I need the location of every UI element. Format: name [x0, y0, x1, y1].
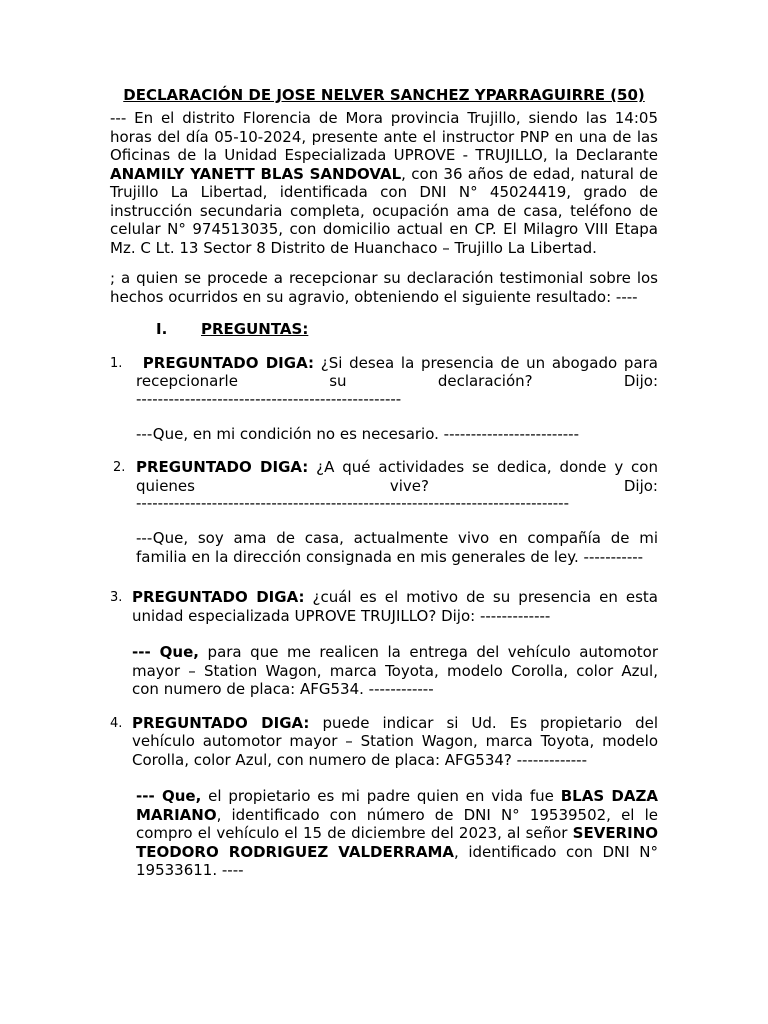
question-item	[110, 714, 658, 880]
question-number: 3.	[110, 590, 123, 605]
answer-text: ---Que, soy ama de casa, actualmente vivo en compañía de mi familia en la dirección consignada en mis generales de ley. -----------	[136, 529, 658, 566]
intro-text-1: --- En el distrito Florencia de Mora provincia Trujillo, siendo las 14:05 horas del día 05-10-2024, presente ante el instructor PNP en una de las Oficinas de la Unidad Especializada UPROVE - TRUJILLO, la Declarante	[110, 109, 658, 164]
section-number: I.	[156, 320, 168, 338]
answer-body-3: , identificado con DNI N° 19533611. ----	[136, 842, 658, 879]
question-label: PREGUNTADO DIGA:	[142, 353, 314, 372]
answer-body-1: el propietario es mi padre quien en vida fue	[208, 787, 554, 805]
question-label: PREGUNTADO DIGA:	[132, 713, 310, 732]
answer-text	[132, 643, 658, 699]
question-label: PREGUNTADO DIGA:	[132, 588, 305, 606]
question-item	[110, 458, 658, 566]
question-number: 2.	[113, 460, 126, 475]
answer-body: para que me realicen la entrega del vehículo automotor mayor – Station Wagon, marca Toyota, modelo Corolla, color Azul, con numero de placa: AFG534. ------------	[132, 643, 658, 698]
section-label: PREGUNTAS:	[201, 320, 309, 338]
document-body	[110, 86, 658, 880]
answer-label: --- Que,	[132, 643, 199, 661]
answer-label: --- Que,	[136, 787, 202, 805]
question-number: 1.	[110, 355, 123, 371]
question-item	[110, 354, 658, 444]
question-line: ¿A qué actividades se dedica, donde y con quienes vive? Dijo:	[136, 458, 658, 495]
question-line: ¿Si desea la presencia de un abogado para recepcionarle su declaración? Dijo:	[136, 353, 658, 390]
question-dashes: -------------------------------------------------	[136, 389, 402, 408]
answer-text: ---Que, en mi condición no es necesario. -------------------------	[136, 424, 579, 443]
intro-text-2: , con 36 años de edad, natural de Trujillo La Libertad, identificada con DNI N° 45024419, grado de instrucción secundaria completa, ocupación ama de casa, teléfono de celular N° 974513035, con domicilio actual en CP. El Milagro VIII Etapa Mz. C Lt. 13 Sector 8 Distrito de Huanchaco – Trujillo La Libertad.	[110, 164, 658, 257]
question-label: PREGUNTADO DIGA:	[136, 458, 309, 476]
answer-body-2: , identificado con número de DNI N° 19539502, el le compro el vehículo el 15 de diciembre del 2023, al señor	[136, 805, 658, 842]
question-text	[132, 714, 658, 770]
question-item	[110, 588, 658, 699]
father-name: BLAS DAZA MARIANO	[136, 787, 658, 824]
question-number: 4.	[110, 715, 123, 731]
section-heading	[110, 320, 658, 339]
declarant-name: ANAMILY YANETT BLAS SANDOVAL	[110, 164, 402, 183]
question-dashes: --------------------------------------------------------------------------------	[136, 494, 570, 512]
intro-paragraph	[110, 109, 658, 257]
document-title: DECLARACIÓN DE JOSE NELVER SANCHEZ YPARRAGUIRRE (50)	[123, 86, 645, 104]
question-text	[136, 458, 658, 495]
intro-paragraph-2: ; a quien se procede a recepcionar su declaración testimonial sobre los hechos ocurridos en su agravio, obteniendo el siguiente resultado: ----	[110, 269, 658, 306]
question-line: puede indicar si Ud. Es propietario del vehículo automotor mayor – Station Wagon, marca Toyota, modelo Corolla, color Azul, con numero de placa: AFG534? -------------	[132, 713, 658, 769]
question-line: ¿cuál es el motivo de su presencia en esta unidad especializada UPROVE TRUJILLO? Dijo: -------------	[132, 588, 658, 625]
answer-text	[136, 787, 658, 880]
question-text	[136, 354, 658, 391]
question-text	[132, 588, 658, 625]
seller-name: SEVERINO TEODORO RODRIGUEZ VALDERRAMA	[136, 824, 658, 861]
